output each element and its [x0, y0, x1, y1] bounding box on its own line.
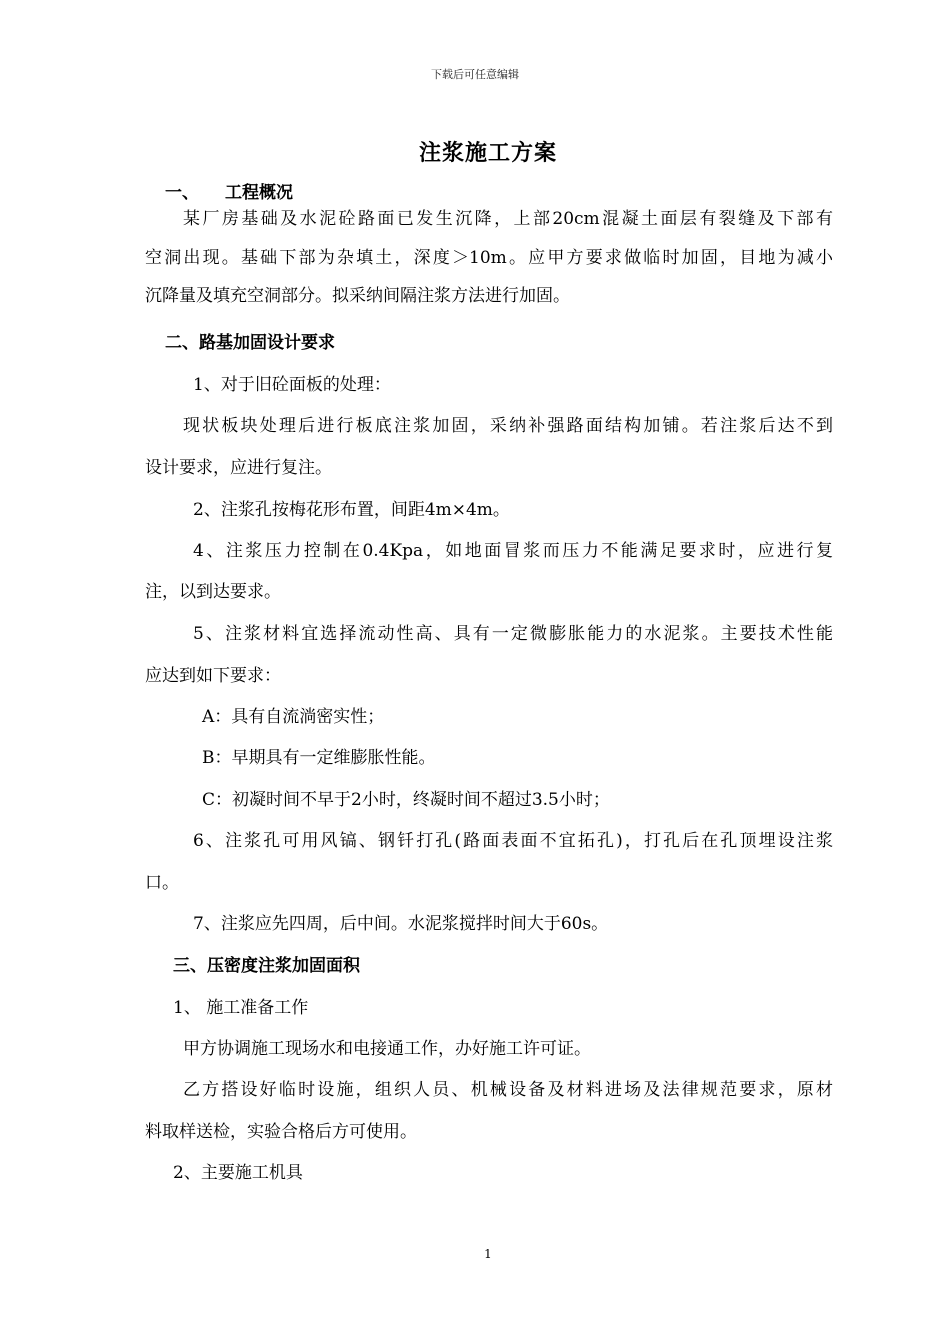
section-2-heading: 二、路基加固设计要求	[165, 333, 335, 353]
item-5-line-1: 5、注浆材料宜选择流动性高、具有一定微膨胀能力的水泥浆。主要技术性能	[193, 624, 833, 644]
section-1-number: 一、	[165, 183, 199, 203]
section-1-para-line-3: 沉降量及填充空洞部分。拟采纳间隔注浆方法进行加固。	[145, 286, 570, 306]
item-1-title: 1、对于旧砼面板的处理：	[193, 375, 391, 395]
requirement-a: A：具有自流淌密实性；	[202, 707, 385, 727]
section-3-heading: 三、压密度注浆加固面积	[173, 956, 360, 976]
item-6-line-1: 6、注浆孔可用风镐、钢钎打孔(路面表面不宜拓孔)，打孔后在孔顶埋设注浆	[193, 831, 833, 851]
item-6-line-2: 口。	[145, 873, 179, 893]
section-1-heading	[165, 181, 865, 205]
item-1-line-1: 现状板块处理后进行板底注浆加固，采纳补强路面结构加铺。若注浆后达不到	[183, 416, 833, 436]
subsection-1: 1、 施工准备工作	[173, 998, 309, 1018]
document-title: 注浆施工方案	[418, 140, 557, 166]
subsection-2: 2、主要施工机具	[173, 1163, 303, 1183]
requirement-c: C：初凝时间不早于2小时，终凝时间不超过3.5小时；	[202, 790, 610, 810]
page-number: 1	[484, 1247, 492, 1261]
item-1-line-2: 设计要求，应进行复注。	[145, 458, 332, 478]
item-4-line-1: 4、注浆压力控制在0.4Kpa，如地面冒浆而压力不能满足要求时，应进行复	[193, 541, 833, 561]
section-1-title: 工程概况	[225, 183, 293, 203]
section-3-para-b-line-2: 料取样送检，实验合格后方可使用。	[145, 1122, 417, 1142]
section-3-para-b-line-1: 乙方搭设好临时设施，组织人员、机械设备及材料进场及法律规范要求，原材	[183, 1080, 833, 1100]
section-3-para-a: 甲方协调施工现场水和电接通工作，办好施工许可证。	[183, 1039, 591, 1059]
item-4-line-2: 注，以到达要求。	[145, 582, 281, 602]
section-1-para-line-1: 某厂房基础及水泥砼路面已发生沉降，上部20cm混凝土面层有裂缝及下部有	[183, 209, 833, 229]
item-2: 2、注浆孔按梅花形布置，间距4m×4m。	[193, 500, 510, 520]
page-header: 下载后可任意编辑	[431, 68, 519, 81]
requirement-b: B：早期具有一定维膨胀性能。	[202, 748, 436, 768]
item-5-line-2: 应达到如下要求：	[145, 666, 281, 686]
item-7: 7、注浆应先四周，后中间。水泥浆搅拌时间大于60s。	[193, 914, 609, 934]
section-1-para-line-2: 空洞出现。基础下部为杂填土，深度＞10m。应甲方要求做临时加固，目地为减小	[145, 248, 833, 268]
